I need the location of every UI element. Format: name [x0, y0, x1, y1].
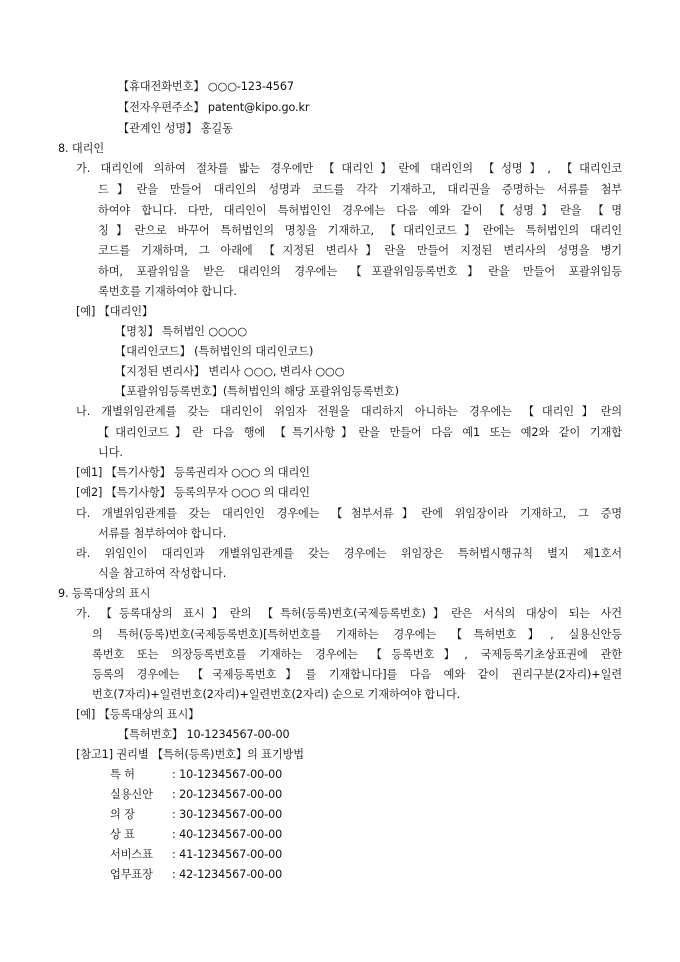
s8-example-1: [예1] 【특기사항】 등록권리자 ○○○ 의 대리인: [76, 466, 310, 479]
s8-ra-line: 식을 참고하여 작성합니다.: [98, 567, 227, 580]
email-line: 【전자우편주소】 patent@kipo.go.kr: [118, 101, 310, 114]
s8-example-line: 【명칭】 특허법인 ○○○○: [115, 325, 247, 338]
s8-example-line: 【지정된 변리사】 변리사 ○○○, 변리사 ○○○: [115, 365, 345, 378]
table-row-value: : 40-1234567-00-00: [172, 828, 283, 841]
s8-ra-line: 라. 위임인이 대리인과 개별위임관계를 갖는 경우에는 위임장은 특허법시행규칙 별지 제1호서: [76, 547, 622, 560]
s9-ga-line: 록번호 또는 의장등록번호를 기재하는 경우에는 【등록번호】, 국제등록기초상표권에 관한: [92, 648, 622, 661]
section-8-heading: 8. 대리인: [58, 142, 105, 155]
s9-ga-line: 번호(7자리)+일련번호(2자리)+일련번호(2자리) 순으로 기재하여야 합니다.: [92, 688, 461, 701]
s9-ga-line: 의 특허(등록)번호(국제등록번호)[특허번호를 기재하는 경우에는 【특허번호】, 실용신안등: [92, 628, 622, 641]
s8-na-line: 나. 개별위임관계를 갖는 대리인이 위임자 전원을 대리하지 아니하는 경우에는 【대리인】란의: [76, 405, 622, 418]
s8-ga-line: 하여야 합니다. 다만, 대리인이 특허법인인 경우에는 다음 예와 같이 【성명】란을 【명: [98, 204, 622, 217]
table-row-value: : 10-1234567-00-00: [172, 768, 283, 781]
s8-ga-line: 드】란을 만들어 대리인의 성명과 코드를 각각 기재하고, 대리권을 증명하는 서류를 첨부: [98, 183, 622, 196]
s8-ga-line: 록번호를 기재하여야 합니다.: [98, 285, 237, 298]
s9-ga-line: 등록의 경우에는 【국제등록번호】를 기재합니다]를 다음 예와 같이 권리구분(2자리)+일련: [92, 668, 622, 681]
s9-ga-line: 가. 【등록대상의 표시】란의 【특허(등록)번호(국제등록번호)】란은 서식의 대상이 되는 사건: [76, 607, 622, 620]
table-row-value: : 20-1234567-00-00: [172, 788, 283, 801]
s8-ga-line: 하며, 포괄위임을 받은 대리인의 경우에는 【포괄위임등록번호】란을 만들어 포괄위임등: [98, 265, 622, 278]
table-row-name: 업무표장: [110, 868, 153, 881]
s8-da-line: 다. 개별위임관계를 갖는 대리인인 경우에는 【첨부서류】란에 위임장이라 기재하고, 그 증명: [76, 507, 622, 520]
s8-na-line: 【대리인코드】란 다음 행에 【특기사항】란을 만들어 다음 예1 또는 예2와 같이 기재합: [98, 426, 622, 439]
table-row-name: 상 표: [110, 828, 135, 841]
phone-line: 【휴대전화번호】 ○○○-123-4567: [118, 80, 294, 93]
s8-ga-line: 칭】란으로 바꾸어 특허법인의 명칭을 기재하고, 【대리인코드】란에는 특허법인의 대리인: [98, 224, 622, 237]
table-row-value: : 41-1234567-00-00: [172, 848, 283, 861]
s8-na-line: 니다.: [98, 446, 123, 459]
s8-ga-line: 코드를 기재하며, 그 아래에 【지정된 변리사】란을 만들어 지정된 변리사의 성명을 병기: [98, 244, 622, 257]
s8-da-line: 서류를 첨부하여야 합니다.: [98, 527, 227, 540]
s8-example-line: 【포괄위임등록번호】(특허법인의 해당 포괄위임등록번호): [115, 385, 399, 398]
table-row-name: 서비스표: [110, 848, 153, 861]
table-row-name: 특 허: [110, 768, 135, 781]
s8-example-header: [예] 【대리인】: [76, 305, 153, 318]
table-row-name: 실용신안: [110, 788, 153, 801]
s8-example-line: 【대리인코드】 (특허법인의 대리인코드): [115, 345, 314, 358]
related-name-line: 【관계인 성명】 홍길동: [118, 122, 233, 135]
s9-example-header: [예] 【등록대상의 표시】: [76, 708, 200, 721]
s8-example-2: [예2] 【특기사항】 등록의무자 ○○○ 의 대리인: [76, 486, 310, 499]
s9-example-line: 【특허번호】 10-1234567-00-00: [118, 728, 290, 741]
s8-ga-line: 가. 대리인에 의하여 절차를 밟는 경우에만 【대리인】란에 대리인의 【성명】, 【대리인코: [76, 162, 622, 175]
section-9-heading: 9. 등록대상의 표시: [58, 587, 151, 600]
table-row-value: : 42-1234567-00-00: [172, 868, 283, 881]
table-row-value: : 30-1234567-00-00: [172, 808, 283, 821]
table-row-name: 의 장: [110, 808, 135, 821]
s9-reference-header: [참고1] 권리별 【특허(등록)번호】의 표기방법: [76, 748, 304, 761]
